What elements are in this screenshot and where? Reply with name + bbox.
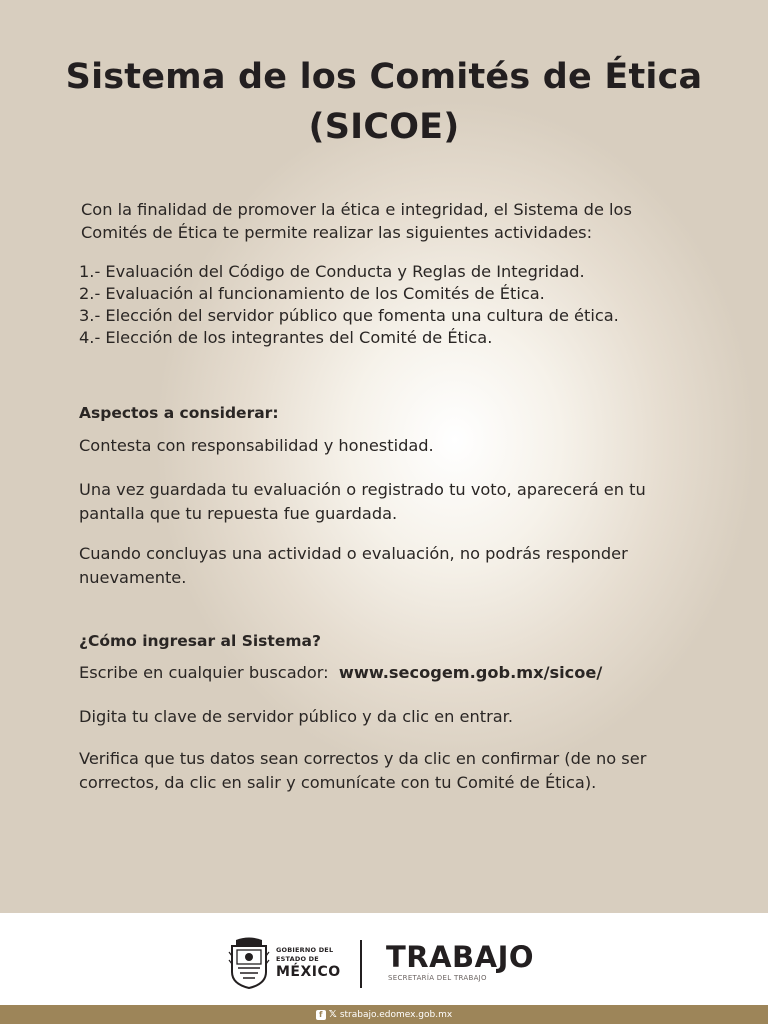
department-subtitle: SECRETARÍA DEL TRABAJO: [388, 974, 487, 982]
activity-item: 2.- Evaluación al funcionamiento de los Comités de Ética.: [79, 284, 545, 303]
gov-line-1: GOBIERNO DEL: [276, 946, 334, 954]
intro-paragraph: Con la finalidad de promover la ética e integridad, el Sistema de los Comités de Ética te permite realizar las siguientes actividades:: [81, 200, 632, 242]
facebook-icon[interactable]: f: [316, 1010, 326, 1020]
gov-line-3: MÉXICO: [276, 964, 341, 980]
step-verify: Verifica que tus datos sean correctos y da clic en confirmar (de no ser correctos, da clic en salir y comunícate con tu Comité de Ética).: [79, 749, 647, 792]
state-coat-of-arms-icon: [228, 936, 270, 990]
page-title: [40, 52, 728, 152]
social-links[interactable]: [316, 1009, 452, 1020]
aspects-heading: Aspectos a considerar:: [79, 404, 279, 422]
gov-line-2: ESTADO DE: [276, 955, 319, 963]
aspect-item: Contesta con responsabilidad y honestidad.: [79, 436, 434, 455]
search-instruction: [79, 661, 699, 685]
title-line-1: Sistema de los Comités de Ética: [65, 57, 703, 97]
title-line-2: (SICOE): [308, 107, 460, 147]
x-icon[interactable]: 𝕏: [328, 1009, 337, 1020]
search-prefix: Escribe en cualquier buscador:: [79, 663, 329, 682]
department-name: TRABAJO: [386, 940, 535, 974]
social-handle[interactable]: strabajo.edomex.gob.mx: [339, 1009, 453, 1020]
step-login: Digita tu clave de servidor público y da clic en entrar.: [79, 707, 513, 726]
gov-name: [276, 946, 341, 981]
how-to-heading: ¿Cómo ingresar al Sistema?: [79, 632, 321, 650]
activity-item: 4.- Elección de los integrantes del Comité de Ética.: [79, 328, 493, 347]
footer: [0, 913, 768, 1005]
aspect-item: Cuando concluyas una actividad o evaluación, no podrás responder nuevamente.: [79, 544, 628, 587]
footer-social-bar: [0, 1005, 768, 1024]
activities-list: [79, 261, 699, 349]
aspect-item: Una vez guardada tu evaluación o registrado tu voto, aparecerá en tu pantalla que tu repuesta fue guardada.: [79, 480, 646, 523]
activity-item: 3.- Elección del servidor público que fomenta una cultura de ética.: [79, 306, 619, 325]
sicoe-url-link[interactable]: www.secogem.gob.mx/sicoe/: [338, 663, 603, 682]
activity-item: 1.- Evaluación del Código de Conducta y Reglas de Integridad.: [79, 262, 585, 281]
logo-divider: [360, 940, 362, 988]
